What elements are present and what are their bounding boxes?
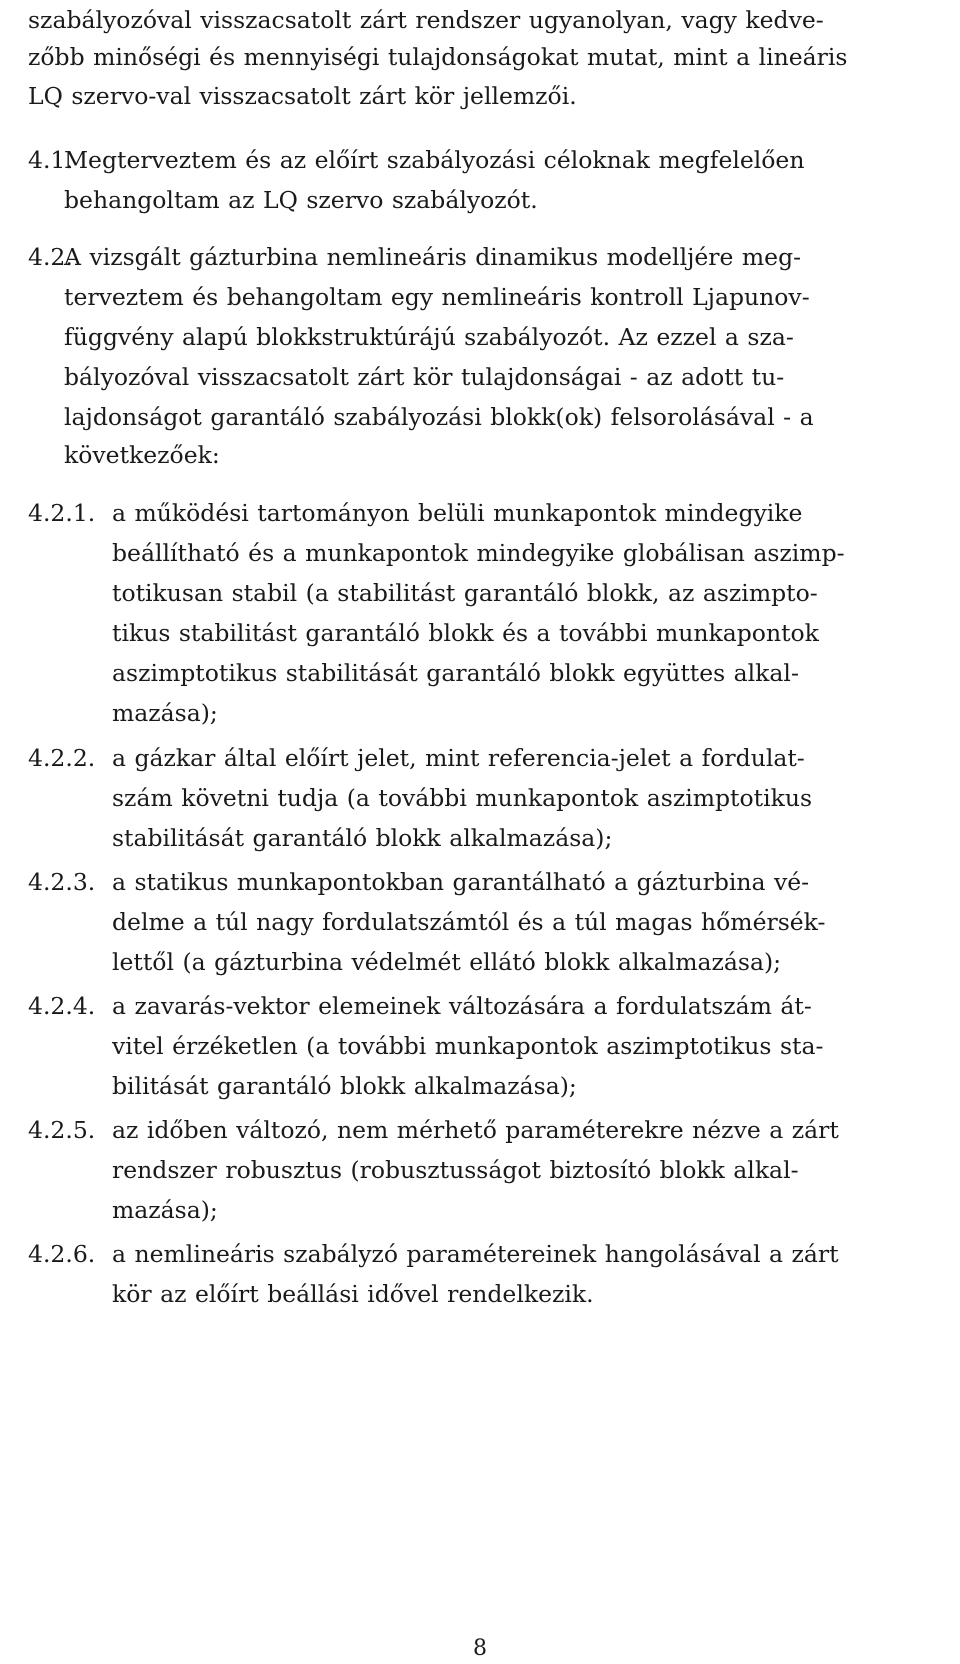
- item-number: 4.1.: [28, 146, 73, 174]
- subitem-line: vitel érzéketlen (a további munkapontok aszimptotikus sta-: [112, 1032, 824, 1060]
- subitem-line: stabilitását garantáló blokk alkalmazása);: [112, 824, 613, 852]
- intro-line: LQ szervo-val visszacsatolt zárt kör jellemzői.: [28, 82, 577, 110]
- subitem-line: az időben változó, nem mérhető paraméterekre nézve a zárt: [112, 1116, 839, 1144]
- subitem-line: a gázkar által előírt jelet, mint referencia-jelet a fordulat-: [112, 744, 805, 772]
- item-number: 4.2.: [28, 243, 73, 271]
- item-line: A vizsgált gázturbina nemlineáris dinamikus modelljére meg-: [64, 243, 802, 271]
- page-number: 8: [473, 1636, 487, 1661]
- item-line: terveztem és behangoltam egy nemlineáris kontroll Ljapunov-: [64, 283, 810, 311]
- subitem-line: kör az előírt beállási idővel rendelkezik.: [112, 1280, 594, 1308]
- item-line: következőek:: [64, 441, 220, 469]
- subitem-line: a statikus munkapontokban garantálható a gázturbina vé-: [112, 868, 810, 896]
- item-line: Megterveztem és az előírt szabályozási céloknak megfelelően: [64, 146, 805, 174]
- subitem-number: 4.2.1.: [28, 499, 96, 527]
- subitem-line: bilitását garantáló blokk alkalmazása);: [112, 1072, 577, 1100]
- subitem-line: totikusan stabil (a stabilitást garantáló blokk, az aszimpto-: [112, 579, 818, 607]
- subitem-number: 4.2.6.: [28, 1240, 96, 1268]
- subitem-number: 4.2.5.: [28, 1116, 96, 1144]
- subitem-line: aszimptotikus stabilitását garantáló blokk együttes alkal-: [112, 659, 799, 687]
- subitem-line: lettől (a gázturbina védelmét ellátó blokk alkalmazása);: [112, 948, 782, 976]
- subitem-line: a működési tartományon belüli munkapontok mindegyike: [112, 499, 803, 527]
- subitem-line: a nemlineáris szabályzó paramétereinek hangolásával a zárt: [112, 1240, 839, 1268]
- subitem-line: a zavarás-vektor elemeinek változására a fordulatszám át-: [112, 992, 812, 1020]
- subitem-line: delme a túl nagy fordulatszámtól és a túl magas hőmérsék-: [112, 908, 826, 936]
- subitem-line: mazása);: [112, 1196, 218, 1224]
- item-line: függvény alapú blokkstruktúrájú szabályozót. Az ezzel a sza-: [64, 323, 794, 351]
- item-line: bályozóval visszacsatolt zárt kör tulajdonságai - az adott tu-: [64, 363, 785, 391]
- intro-line: zőbb minőségi és mennyiségi tulajdonságokat mutat, mint a lineáris: [28, 43, 848, 71]
- intro-line: szabályozóval visszacsatolt zárt rendszer ugyanolyan, vagy kedve-: [28, 6, 824, 34]
- subitem-number: 4.2.2.: [28, 744, 96, 772]
- subitem-line: szám követni tudja (a további munkapontok aszimptotikus: [112, 784, 813, 812]
- subitem-number: 4.2.3.: [28, 868, 96, 896]
- subitem-line: tikus stabilitást garantáló blokk és a további munkapontok: [112, 619, 819, 647]
- subitem-line: rendszer robusztus (robusztusságot biztosító blokk alkal-: [112, 1156, 799, 1184]
- subitem-line: mazása);: [112, 699, 218, 727]
- subitem-number: 4.2.4.: [28, 992, 96, 1020]
- item-line: behangoltam az LQ szervo szabályozót.: [64, 186, 538, 214]
- item-line: lajdonságot garantáló szabályozási blokk(ok) felsorolásával - a: [64, 403, 814, 431]
- subitem-line: beállítható és a munkapontok mindegyike globálisan aszimp-: [112, 539, 845, 567]
